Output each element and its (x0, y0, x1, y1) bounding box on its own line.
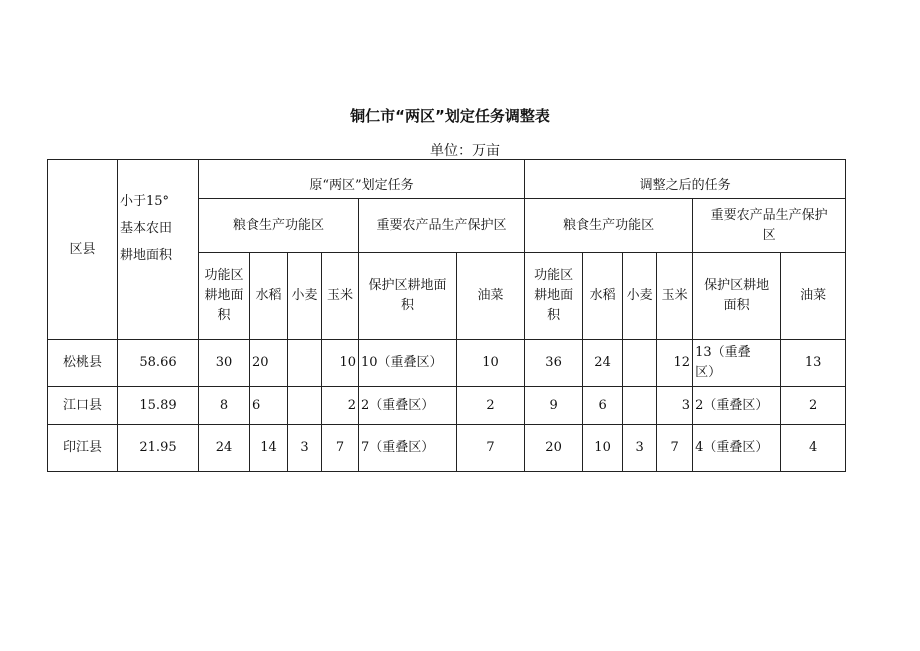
header-basic-farmland (118, 160, 199, 340)
cell-corn-adj: 3 (657, 387, 693, 425)
cell-wheat-adj (623, 387, 657, 425)
cell-prot-area: 7（重叠区） (359, 425, 457, 472)
header-row-1 (48, 160, 846, 199)
cell-county: 江口县 (48, 387, 118, 425)
cell-func-area-adj: 20 (525, 425, 583, 472)
cell-func-area-adj: 9 (525, 387, 583, 425)
header-prot-area-adj-line1: 保护区耕地 (704, 278, 770, 293)
header-original-task: 原“两区”划定任务 (199, 160, 525, 199)
header-adjusted-task: 调整之后的任务 (525, 160, 846, 199)
cell-corn: 2 (322, 387, 359, 425)
cell-rapeseed-adj: 4 (781, 425, 846, 472)
cell-corn: 7 (322, 425, 359, 472)
header-rice: 水稻 (250, 253, 288, 340)
cell-wheat: 3 (288, 425, 322, 472)
cell-farmland: 15.89 (118, 387, 199, 425)
cell-county: 松桃县 (48, 340, 118, 387)
header-prot-area (359, 253, 457, 340)
task-table (47, 159, 846, 472)
cell-corn-adj: 7 (657, 425, 693, 472)
cell-corn: 10 (322, 340, 359, 387)
cell-func-area-adj: 36 (525, 340, 583, 387)
cell-rice-adj: 10 (583, 425, 623, 472)
header-func-area-adj-line2: 耕地面 (534, 288, 574, 303)
cell-func-area: 8 (199, 387, 250, 425)
header-basic-farmland-line3: 耕地面积 (120, 248, 173, 263)
cell-rice: 6 (250, 387, 288, 425)
cell-prot-area: 10（重叠区） (359, 340, 457, 387)
header-func-area (199, 253, 250, 340)
cell-func-area: 24 (199, 425, 250, 472)
header-basic-farmland-line2: 基本农田 (120, 221, 173, 236)
page-title: 铜仁市“两区”划定任务调整表 (350, 107, 550, 125)
header-func-area-line2: 耕地面 (204, 288, 244, 303)
cell-farmland: 58.66 (118, 340, 199, 387)
cell-farmland: 21.95 (118, 425, 199, 472)
header-corn-adj: 玉米 (657, 253, 693, 340)
table-row (48, 340, 846, 387)
header-rice-adj: 水稻 (583, 253, 623, 340)
header-protection-zone: 重要农产品生产保护区 (359, 199, 525, 253)
cell-rice: 14 (250, 425, 288, 472)
cell-rice-adj: 6 (583, 387, 623, 425)
header-rapeseed-adj: 油菜 (781, 253, 846, 340)
header-protection-zone-adj-line1: 重要农产品生产保护 (710, 207, 828, 223)
header-func-area-adj-line3: 积 (547, 308, 561, 323)
header-func-area-adj-line1: 功能区 (534, 268, 574, 283)
cell-func-area: 30 (199, 340, 250, 387)
cell-prot-area-adj: 2（重叠区） (693, 387, 781, 425)
cell-prot-area-adj: 4（重叠区） (693, 425, 781, 472)
cell-rapeseed-adj: 13 (781, 340, 846, 387)
header-basic-farmland-line1: 小于15° (120, 194, 170, 209)
cell-county: 印江县 (48, 425, 118, 472)
cell-wheat-adj (623, 340, 657, 387)
header-protection-zone-adj-line2: 区 (762, 227, 776, 243)
table-row (48, 425, 846, 472)
cell-wheat-adj: 3 (623, 425, 657, 472)
table-row (48, 387, 846, 425)
cell-rapeseed-adj: 2 (781, 387, 846, 425)
cell-rice: 20 (250, 340, 288, 387)
unit-label: 单位：万亩 (430, 143, 500, 159)
cell-prot-area-adj: 13（重叠区） (693, 340, 781, 387)
header-wheat-adj: 小麦 (623, 253, 657, 340)
header-grain-zone: 粮食生产功能区 (199, 199, 359, 253)
header-protection-zone-adj (693, 199, 846, 253)
header-func-area-adj (525, 253, 583, 340)
header-grain-zone-adj: 粮食生产功能区 (525, 199, 693, 253)
header-prot-area-line2: 积 (400, 298, 414, 313)
cell-prot-area: 2（重叠区） (359, 387, 457, 425)
header-corn: 玉米 (322, 253, 359, 340)
header-func-area-line1: 功能区 (204, 268, 244, 283)
cell-wheat (288, 340, 322, 387)
header-rapeseed: 油菜 (457, 253, 525, 340)
cell-rapeseed: 7 (457, 425, 525, 472)
cell-wheat (288, 387, 322, 425)
cell-corn-adj: 12 (657, 340, 693, 387)
header-func-area-line3: 积 (217, 308, 231, 323)
header-prot-area-adj (693, 253, 781, 340)
header-prot-area-adj-line2: 面积 (723, 298, 750, 313)
cell-rapeseed: 2 (457, 387, 525, 425)
header-wheat: 小麦 (288, 253, 322, 340)
cell-rapeseed: 10 (457, 340, 525, 387)
cell-rice-adj: 24 (583, 340, 623, 387)
header-prot-area-line1: 保护区耕地面 (368, 278, 447, 293)
header-county: 区县 (48, 160, 118, 340)
